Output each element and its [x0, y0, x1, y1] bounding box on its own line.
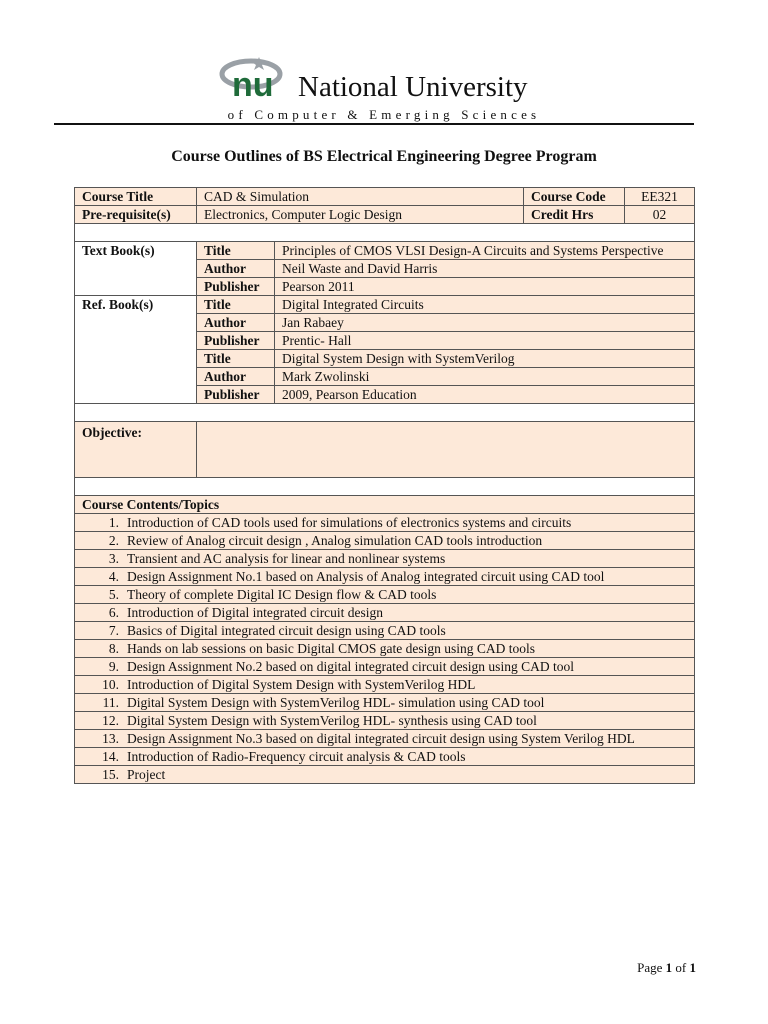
course-outline-table: [74, 187, 695, 784]
refbook-field: Publisher: [197, 386, 275, 404]
topic-cell: [75, 532, 695, 550]
topics-list: [75, 514, 695, 784]
topic-row: [75, 514, 695, 532]
topic-text: Introduction of Digital integrated circuit design: [127, 605, 384, 620]
textbook-value: Principles of CMOS VLSI Design-A Circuits and Systems Perspective: [275, 242, 695, 260]
textbook-field: Publisher: [197, 278, 275, 296]
topic-number: 3.: [108, 551, 119, 566]
topic-number: 15.: [102, 767, 119, 782]
topic-text: Review of Analog circuit design , Analog simulation CAD tools introduction: [127, 533, 543, 548]
university-name: National University: [298, 71, 528, 103]
course-code-value: EE321: [625, 188, 695, 206]
prerequisite-row: [75, 206, 695, 224]
refbook-field: Author: [197, 314, 275, 332]
refbook-field: Author: [197, 368, 275, 386]
topic-cell: [75, 676, 695, 694]
spacer-row: [75, 478, 695, 496]
topic-cell: [75, 514, 695, 532]
textbook-value: Pearson 2011: [275, 278, 695, 296]
topics-header: Course Contents/Topics: [75, 496, 695, 514]
topic-text: Introduction of CAD tools used for simulations of electronics systems and circuits: [127, 515, 572, 530]
topic-row: [75, 604, 695, 622]
textbook-field: Author: [197, 260, 275, 278]
refbook-value: Mark Zwolinski: [275, 368, 695, 386]
course-title-row: [75, 188, 695, 206]
topic-row: [75, 694, 695, 712]
refbook-value: Prentic- Hall: [275, 332, 695, 350]
topic-number: 5.: [108, 587, 119, 602]
topic-cell: [75, 622, 695, 640]
total-page-count: 1: [689, 960, 696, 975]
page-word: Page: [637, 960, 663, 975]
topic-row: [75, 532, 695, 550]
topic-row: [75, 676, 695, 694]
topic-row: [75, 550, 695, 568]
refbook-value: Digital System Design with SystemVerilog: [275, 350, 695, 368]
topic-number: 11.: [102, 695, 119, 710]
topic-cell: [75, 730, 695, 748]
topic-cell: [75, 766, 695, 784]
topic-cell: [75, 604, 695, 622]
topic-row: [75, 712, 695, 730]
objective-value: [197, 422, 695, 478]
university-subtitle: of Computer & Emerging Sciences: [227, 107, 541, 122]
topic-row: [75, 622, 695, 640]
topic-cell: [75, 748, 695, 766]
logo-lettering: nu: [232, 66, 274, 102]
topic-row: [75, 640, 695, 658]
topic-text: Design Assignment No.1 based on Analysis of Analog integrated circuit using CAD tool: [127, 569, 605, 584]
credit-hours-label: Credit Hrs: [524, 206, 625, 224]
topic-row: [75, 730, 695, 748]
prerequisite-value: Electronics, Computer Logic Design: [197, 206, 524, 224]
topic-cell: [75, 712, 695, 730]
topic-text: Design Assignment No.3 based on digital integrated circuit design using System Verilog HDL: [127, 731, 635, 746]
page-header: [0, 0, 768, 130]
topic-row: [75, 586, 695, 604]
prerequisite-label: Pre-requisite(s): [75, 206, 197, 224]
topic-number: 6.: [108, 605, 119, 620]
topic-row: [75, 568, 695, 586]
course-title-value: CAD & Simulation: [197, 188, 524, 206]
topic-cell: [75, 694, 695, 712]
topic-text: Hands on lab sessions on basic Digital CMOS gate design using CAD tools: [127, 641, 535, 656]
topic-number: 9.: [108, 659, 119, 674]
refbook-field: Title: [197, 296, 275, 314]
topic-number: 13.: [102, 731, 119, 746]
course-title-label: Course Title: [75, 188, 197, 206]
topic-text: Transient and AC analysis for linear and nonlinear systems: [127, 551, 446, 566]
university-logo: [218, 56, 288, 102]
textbook-value: Neil Waste and David Harris: [275, 260, 695, 278]
topic-row: [75, 766, 695, 784]
topic-cell: [75, 640, 695, 658]
topic-number: 1.: [108, 515, 119, 530]
document-title: Course Outlines of BS Electrical Engineering Degree Program: [171, 148, 597, 165]
topic-number: 4.: [108, 569, 119, 584]
course-code-label: Course Code: [524, 188, 625, 206]
header-divider: [54, 123, 694, 125]
refbook-field: Title: [197, 350, 275, 368]
topic-number: 2.: [108, 533, 119, 548]
textbook-field: Title: [197, 242, 275, 260]
topic-text: Project: [127, 767, 166, 782]
topic-cell: [75, 658, 695, 676]
refbook-value: Digital Integrated Circuits: [275, 296, 695, 314]
objective-row: [75, 422, 695, 478]
topic-text: Digital System Design with SystemVerilog HDL- synthesis using CAD tool: [127, 713, 537, 728]
topic-cell: [75, 586, 695, 604]
refbook-label: Ref. Book(s): [75, 296, 197, 404]
of-word: of: [675, 960, 687, 975]
topic-text: Introduction of Digital System Design with SystemVerilog HDL: [127, 677, 476, 692]
refbook-value: Jan Rabaey: [275, 314, 695, 332]
topic-number: 8.: [108, 641, 119, 656]
objective-label: Objective:: [75, 422, 197, 478]
topic-row: [75, 748, 695, 766]
current-page-number: 1: [665, 960, 673, 975]
topic-row: [75, 658, 695, 676]
topic-number: 14.: [102, 749, 119, 764]
credit-hours-value: 02: [625, 206, 695, 224]
topic-text: Theory of complete Digital IC Design flow & CAD tools: [127, 587, 437, 602]
page-footer: [637, 960, 696, 976]
topic-number: 10.: [102, 677, 119, 692]
topic-text: Basics of Digital integrated circuit design using CAD tools: [127, 623, 446, 638]
spacer-row: [75, 224, 695, 242]
topic-number: 7.: [108, 623, 119, 638]
refbook-value: 2009, Pearson Education: [275, 386, 695, 404]
topic-number: 12.: [102, 713, 119, 728]
textbook-label: Text Book(s): [75, 242, 197, 296]
refbook-field: Publisher: [197, 332, 275, 350]
topic-text: Introduction of Radio-Frequency circuit analysis & CAD tools: [127, 749, 466, 764]
topic-cell: [75, 568, 695, 586]
topic-text: Design Assignment No.2 based on digital integrated circuit design using CAD tool: [127, 659, 574, 674]
topic-cell: [75, 550, 695, 568]
refbook-row: [75, 296, 695, 314]
spacer-row: [75, 404, 695, 422]
topics-header-row: [75, 496, 695, 514]
topic-text: Digital System Design with SystemVerilog HDL- simulation using CAD tool: [127, 695, 545, 710]
textbook-row: [75, 242, 695, 260]
